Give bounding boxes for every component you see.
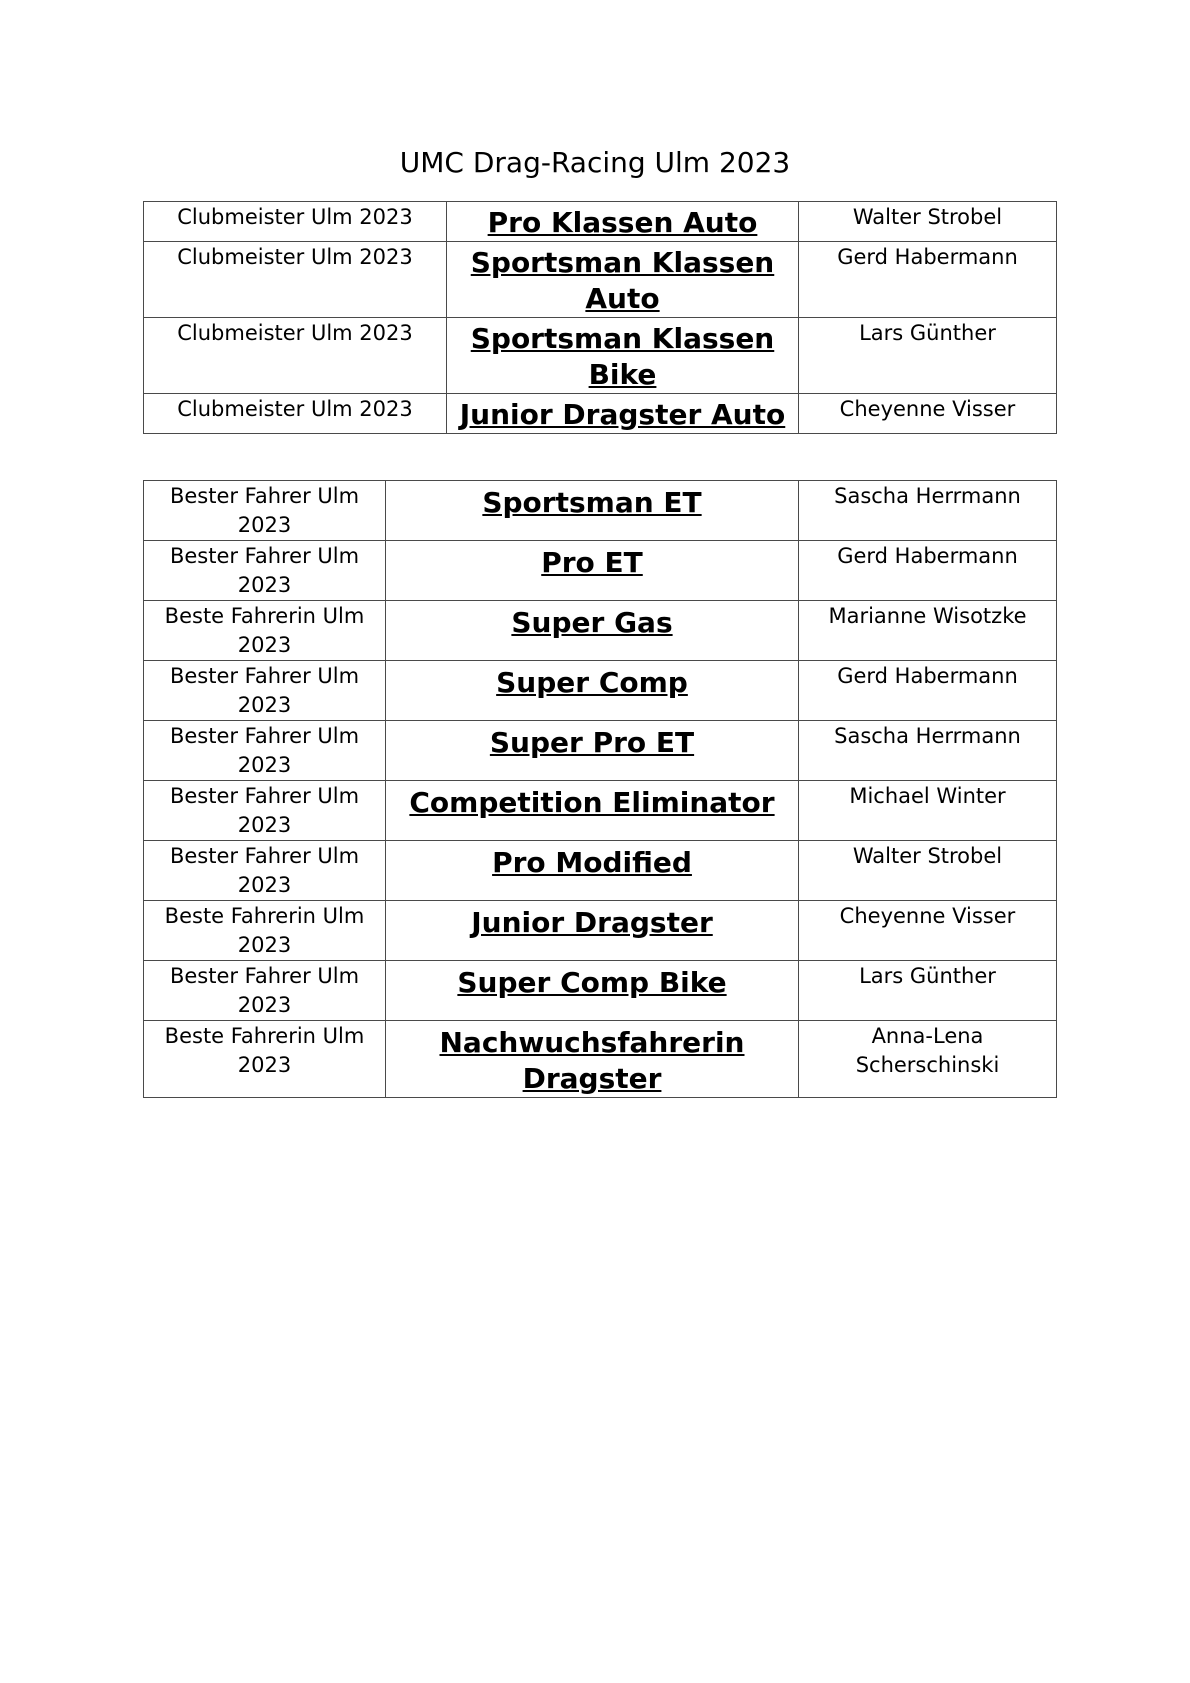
award-title-cell: Clubmeister Ulm 2023	[144, 202, 447, 242]
driver-name-cell: Marianne Wisotzke	[799, 601, 1057, 661]
award-title-cell: Clubmeister Ulm 2023	[144, 318, 447, 394]
racing-class-cell: Pro Klassen Auto	[447, 202, 799, 242]
table-row	[144, 781, 1057, 841]
table-row	[144, 661, 1057, 721]
page-title: UMC Drag-Racing Ulm 2023	[399, 146, 791, 179]
award-title-cell: Bester Fahrer Ulm 2023	[144, 841, 386, 901]
award-title-cell: Beste Fahrerin Ulm 2023	[144, 601, 386, 661]
award-title-cell: Bester Fahrer Ulm 2023	[144, 721, 386, 781]
driver-name-cell: Sascha Herrmann	[799, 721, 1057, 781]
driver-name-cell: Lars Günther	[799, 961, 1057, 1021]
racing-class-cell: Sportsman Klassen Bike	[447, 318, 799, 394]
table-row	[144, 841, 1057, 901]
table-row	[144, 601, 1057, 661]
racing-class-cell: Junior Dragster	[386, 901, 799, 961]
award-title-cell: Bester Fahrer Ulm 2023	[144, 661, 386, 721]
racing-class-cell: Competition Eliminator	[386, 781, 799, 841]
driver-name-cell: Gerd Habermann	[799, 661, 1057, 721]
award-title-cell: Clubmeister Ulm 2023	[144, 242, 447, 318]
table-row	[144, 901, 1057, 961]
award-title-cell: Bester Fahrer Ulm 2023	[144, 481, 386, 541]
racing-class-cell: Super Comp	[386, 661, 799, 721]
driver-name-cell: Gerd Habermann	[799, 541, 1057, 601]
racing-class-cell: Nachwuchsfahrerin Dragster	[386, 1021, 799, 1098]
racing-class-cell: Super Pro ET	[386, 721, 799, 781]
award-title-cell: Bester Fahrer Ulm 2023	[144, 961, 386, 1021]
best-drivers-table	[143, 480, 1057, 1098]
award-title-cell: Beste Fahrerin Ulm 2023	[144, 901, 386, 961]
award-title-cell: Bester Fahrer Ulm 2023	[144, 541, 386, 601]
driver-name-cell: Cheyenne Visser	[799, 394, 1057, 434]
driver-name-cell: Anna-Lena Scherschinski	[799, 1021, 1057, 1098]
racing-class-cell: Pro Modified	[386, 841, 799, 901]
racing-class-cell: Super Gas	[386, 601, 799, 661]
award-title-cell: Beste Fahrerin Ulm 2023	[144, 1021, 386, 1098]
driver-name-cell: Gerd Habermann	[799, 242, 1057, 318]
racing-class-cell: Pro ET	[386, 541, 799, 601]
driver-name-cell: Lars Günther	[799, 318, 1057, 394]
table-row	[144, 1021, 1057, 1098]
table-row	[144, 721, 1057, 781]
award-title-cell: Clubmeister Ulm 2023	[144, 394, 447, 434]
award-title-cell: Bester Fahrer Ulm 2023	[144, 781, 386, 841]
table-row	[144, 961, 1057, 1021]
racing-class-cell: Sportsman ET	[386, 481, 799, 541]
table-row	[144, 394, 1057, 434]
driver-name-cell: Michael Winter	[799, 781, 1057, 841]
club-champions-table	[143, 201, 1057, 434]
racing-class-cell: Super Comp Bike	[386, 961, 799, 1021]
driver-name-cell: Walter Strobel	[799, 841, 1057, 901]
driver-name-cell: Sascha Herrmann	[799, 481, 1057, 541]
racing-class-cell: Sportsman Klassen Auto	[447, 242, 799, 318]
racing-class-cell: Junior Dragster Auto	[447, 394, 799, 434]
table-row	[144, 541, 1057, 601]
table-row	[144, 318, 1057, 394]
table-row	[144, 242, 1057, 318]
table-row	[144, 202, 1057, 242]
driver-name-cell: Cheyenne Visser	[799, 901, 1057, 961]
driver-name-cell: Walter Strobel	[799, 202, 1057, 242]
table-row	[144, 481, 1057, 541]
